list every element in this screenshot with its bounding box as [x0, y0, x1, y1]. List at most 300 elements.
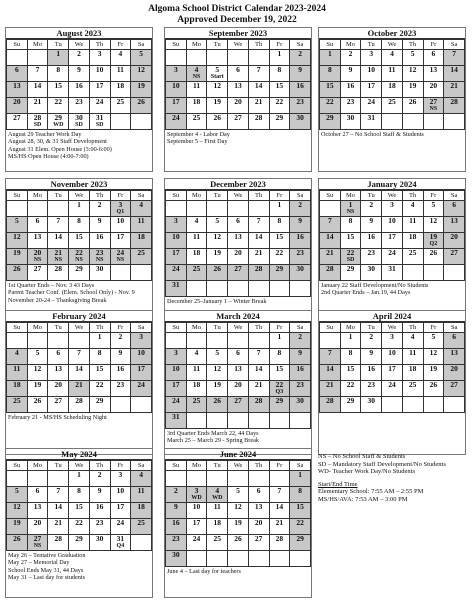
- day-number: 20: [234, 380, 242, 389]
- month-table: [6, 190, 152, 281]
- day-number: 14: [326, 232, 334, 241]
- day-cell: [340, 349, 361, 365]
- day-number: 30: [95, 264, 104, 273]
- day-cell: [186, 114, 207, 130]
- day-number: 22: [54, 97, 62, 106]
- day-cell: [402, 66, 423, 82]
- day-number: 28: [254, 113, 263, 122]
- day-number: 25: [192, 264, 201, 273]
- day-number: 3: [369, 49, 374, 58]
- day-cell: [228, 233, 249, 249]
- day-cell: [48, 381, 69, 397]
- day-cell: [269, 349, 290, 365]
- day-number: 17: [116, 232, 125, 241]
- note-line: September 4 - Labor Day: [167, 131, 230, 138]
- empty-cell: [320, 333, 341, 349]
- day-cell: [69, 114, 90, 130]
- day-cell: [423, 217, 444, 233]
- empty-cell: [290, 413, 311, 429]
- day-number: 3: [97, 49, 102, 58]
- month-title: May 2024: [6, 449, 152, 460]
- empty-cell: [382, 114, 403, 130]
- day-number: 23: [367, 248, 375, 257]
- day-cell: [402, 217, 423, 233]
- day-number: 10: [116, 216, 125, 225]
- day-cell: [69, 82, 90, 98]
- weekday-header: Su: [7, 323, 28, 333]
- weekday-header: Fr: [110, 191, 131, 201]
- day-cell: [290, 66, 311, 82]
- note-line: 1st Quarter Ends – Nov. 3 43 Days: [8, 282, 95, 289]
- empty-cell: [402, 114, 423, 130]
- day-number: 25: [137, 518, 145, 527]
- day-number: 2: [298, 200, 302, 209]
- day-number: 7: [277, 486, 282, 495]
- month-table: [6, 322, 152, 413]
- day-tag: NS: [75, 257, 83, 263]
- day-cell: [320, 98, 341, 114]
- weekday-header: Th: [248, 191, 269, 201]
- note-line: 3rd Quarter Ends March 22, 44 Days: [167, 430, 259, 437]
- day-number: 27: [254, 534, 263, 543]
- weekday-header: Th: [248, 323, 269, 333]
- day-cell: [110, 365, 131, 381]
- empty-cell: [248, 201, 269, 217]
- day-cell: [27, 98, 48, 114]
- month-notes: [319, 413, 465, 415]
- weekday-header: Sa: [131, 461, 152, 471]
- day-number: 18: [192, 380, 201, 389]
- day-cell: [382, 249, 403, 265]
- day-number: 15: [275, 232, 284, 241]
- day-number: 4: [215, 486, 220, 495]
- day-cell: [382, 265, 403, 281]
- day-number: 26: [13, 264, 21, 273]
- empty-cell: [7, 471, 28, 487]
- empty-cell: [290, 281, 311, 297]
- day-cell: [320, 114, 341, 130]
- day-number: 16: [296, 81, 304, 90]
- day-number: 27: [429, 97, 438, 106]
- note-line: May 26 – Tentative Graduation: [8, 552, 86, 559]
- month-table: [319, 322, 465, 413]
- day-cell: [27, 82, 48, 98]
- day-cell: [290, 217, 311, 233]
- month-title: October 2023: [319, 28, 465, 39]
- day-cell: [48, 82, 69, 98]
- month-block: [318, 310, 466, 455]
- day-number: 29: [75, 264, 83, 273]
- day-cell: [320, 397, 341, 413]
- day-cell: [131, 381, 152, 397]
- empty-cell: [27, 50, 48, 66]
- day-number: 6: [452, 200, 456, 209]
- weekday-header: Su: [320, 323, 341, 333]
- day-cell: [110, 233, 131, 249]
- day-cell: [89, 217, 110, 233]
- day-number: 9: [298, 216, 302, 225]
- day-number: 28: [275, 534, 284, 543]
- day-number: 23: [116, 380, 125, 389]
- day-number: 26: [213, 264, 221, 273]
- day-number: 29: [75, 534, 83, 543]
- day-cell: [248, 365, 269, 381]
- day-cell: [444, 349, 465, 365]
- day-cell: [248, 381, 269, 397]
- day-cell: [402, 333, 423, 349]
- day-cell: [166, 381, 187, 397]
- day-cell: [186, 503, 207, 519]
- day-number: 13: [234, 81, 242, 90]
- day-cell: [27, 487, 48, 503]
- day-number: 8: [77, 216, 81, 225]
- day-number: 7: [256, 216, 261, 225]
- day-cell: [131, 82, 152, 98]
- day-number: 1: [277, 49, 282, 58]
- weekday-header: Th: [89, 40, 110, 50]
- day-number: 6: [452, 332, 456, 341]
- day-number: 27: [450, 380, 458, 389]
- day-cell: [423, 333, 444, 349]
- day-cell: [402, 233, 423, 249]
- weekday-header: Su: [7, 461, 28, 471]
- day-cell: [27, 349, 48, 365]
- day-cell: [340, 82, 361, 98]
- day-cell: [89, 487, 110, 503]
- day-cell: [290, 233, 311, 249]
- day-tag: NS: [429, 106, 438, 112]
- day-cell: [402, 98, 423, 114]
- weekday-header: Fr: [269, 323, 290, 333]
- day-number: 30: [346, 113, 355, 122]
- day-number: 24: [95, 97, 104, 106]
- day-number: 11: [193, 81, 201, 90]
- day-cell: [248, 217, 269, 233]
- day-cell: [69, 397, 90, 413]
- note-line: November 20-24 – Thanksgiving Break: [8, 296, 107, 304]
- day-cell: [382, 98, 403, 114]
- weekday-header: Su: [320, 191, 341, 201]
- day-tag: Q4: [116, 543, 125, 549]
- day-cell: [48, 365, 69, 381]
- day-cell: [166, 365, 187, 381]
- weekday-header: Tu: [207, 40, 228, 50]
- day-number: 13: [33, 232, 42, 241]
- day-cell: [320, 233, 341, 249]
- day-cell: [27, 233, 48, 249]
- day-number: 17: [116, 502, 125, 511]
- empty-cell: [186, 50, 207, 66]
- day-cell: [361, 66, 382, 82]
- day-number: 5: [431, 332, 436, 341]
- day-number: 14: [33, 81, 42, 90]
- month-table: [319, 39, 465, 130]
- weekday-header: Mo: [340, 323, 361, 333]
- month-notes: [319, 281, 465, 298]
- day-number: 23: [296, 380, 304, 389]
- day-cell: [361, 381, 382, 397]
- day-cell: [228, 66, 249, 82]
- day-tag: WD: [53, 122, 64, 128]
- day-cell: [69, 535, 90, 551]
- day-number: 20: [234, 248, 242, 257]
- day-cell: [320, 365, 341, 381]
- weekday-header: Mo: [186, 461, 207, 471]
- day-number: 30: [296, 264, 304, 273]
- day-tag: NS: [54, 257, 63, 263]
- day-cell: [361, 82, 382, 98]
- day-number: 17: [388, 364, 396, 373]
- day-number: 20: [429, 81, 438, 90]
- day-cell: [361, 333, 382, 349]
- day-number: 13: [450, 348, 458, 357]
- day-number: 20: [450, 232, 458, 241]
- legend-time-heading: Start/End Time: [318, 480, 358, 488]
- day-number: 16: [296, 232, 304, 241]
- day-number: 21: [450, 81, 458, 90]
- weekday-header: Su: [320, 40, 341, 50]
- day-cell: [423, 98, 444, 114]
- day-cell: [290, 519, 311, 535]
- empty-cell: [166, 201, 187, 217]
- day-number: 16: [367, 232, 375, 241]
- day-cell: [166, 551, 187, 567]
- day-cell: [131, 349, 152, 365]
- weekday-header: We: [69, 40, 90, 50]
- day-number: 23: [172, 534, 180, 543]
- day-number: 5: [215, 216, 220, 225]
- weekday-header: Sa: [290, 461, 311, 471]
- day-number: 3: [173, 348, 178, 357]
- empty-cell: [7, 50, 28, 66]
- day-cell: [110, 471, 131, 487]
- day-cell: [89, 249, 110, 265]
- day-cell: [69, 487, 90, 503]
- day-cell: [361, 201, 382, 217]
- day-cell: [131, 217, 152, 233]
- month-table: [6, 460, 152, 551]
- day-cell: [423, 201, 444, 217]
- day-cell: [186, 349, 207, 365]
- day-number: 8: [277, 65, 282, 74]
- day-cell: [423, 249, 444, 265]
- empty-cell: [48, 201, 69, 217]
- day-number: 24: [116, 518, 125, 527]
- day-number: 6: [35, 486, 40, 495]
- day-cell: [110, 503, 131, 519]
- day-cell: [320, 50, 341, 66]
- month-table: [6, 39, 152, 130]
- day-cell: [48, 503, 69, 519]
- day-cell: [7, 66, 28, 82]
- day-cell: [27, 503, 48, 519]
- day-number: 13: [33, 502, 42, 511]
- day-cell: [166, 349, 187, 365]
- day-cell: [290, 365, 311, 381]
- month-title: January 2024: [319, 179, 465, 190]
- day-cell: [269, 98, 290, 114]
- day-number: 28: [326, 396, 334, 405]
- weekday-header: Sa: [444, 323, 465, 333]
- month-block: [164, 310, 312, 455]
- empty-cell: [110, 397, 131, 413]
- day-cell: [89, 114, 110, 130]
- day-cell: [290, 471, 311, 487]
- day-cell: [166, 265, 187, 281]
- day-cell: [69, 217, 90, 233]
- day-cell: [186, 249, 207, 265]
- day-cell: [382, 333, 403, 349]
- weekday-header: Mo: [27, 40, 48, 50]
- day-cell: [290, 98, 311, 114]
- day-tag: NS: [346, 209, 355, 215]
- day-number: 16: [172, 518, 180, 527]
- note-line: 2nd Quarter Ends – Jan.19, 44 Days: [321, 289, 411, 297]
- day-cell: [320, 82, 341, 98]
- day-cell: [48, 397, 69, 413]
- month-block: [5, 178, 153, 323]
- day-number: 15: [346, 232, 355, 241]
- weekday-header: Sa: [290, 40, 311, 50]
- day-number: 12: [234, 502, 242, 511]
- month-block: [164, 448, 312, 598]
- weekday-header: Tu: [361, 323, 382, 333]
- day-cell: [7, 249, 28, 265]
- day-number: 6: [35, 216, 40, 225]
- day-number: 30: [95, 534, 104, 543]
- day-cell: [69, 66, 90, 82]
- weekday-header: We: [228, 191, 249, 201]
- day-cell: [444, 233, 465, 249]
- day-cell: [248, 535, 269, 551]
- day-cell: [382, 349, 403, 365]
- day-number: 27: [234, 264, 242, 273]
- day-cell: [7, 217, 28, 233]
- day-number: 1: [277, 332, 282, 341]
- day-number: 8: [277, 216, 282, 225]
- day-cell: [248, 519, 269, 535]
- day-cell: [207, 503, 228, 519]
- day-cell: [361, 349, 382, 365]
- day-number: 31: [172, 412, 180, 421]
- day-number: 27: [450, 248, 458, 257]
- weekday-header: Sa: [290, 191, 311, 201]
- empty-cell: [248, 551, 269, 567]
- day-cell: [166, 114, 187, 130]
- empty-cell: [110, 265, 131, 281]
- day-number: 29: [54, 113, 62, 122]
- day-number: 13: [234, 364, 242, 373]
- day-cell: [27, 114, 48, 130]
- day-number: 25: [137, 248, 145, 257]
- day-number: 15: [75, 232, 83, 241]
- day-cell: [48, 249, 69, 265]
- weekday-header: Sa: [131, 323, 152, 333]
- day-number: 14: [326, 364, 334, 373]
- weekday-header: Sa: [290, 323, 311, 333]
- day-number: 18: [213, 518, 221, 527]
- day-cell: [166, 397, 187, 413]
- day-number: 7: [56, 216, 61, 225]
- day-number: 23: [95, 248, 104, 257]
- day-number: 14: [275, 502, 284, 511]
- day-cell: [444, 217, 465, 233]
- note-line: School Ends May 31, 44 Days: [8, 566, 84, 574]
- day-number: 4: [194, 348, 199, 357]
- empty-cell: [207, 413, 228, 429]
- day-tag: NS: [192, 74, 201, 80]
- day-number: 26: [234, 534, 242, 543]
- day-number: 7: [35, 65, 40, 74]
- day-cell: [248, 265, 269, 281]
- day-number: 9: [118, 348, 123, 357]
- day-number: 23: [367, 380, 375, 389]
- day-cell: [7, 82, 28, 98]
- day-cell: [269, 201, 290, 217]
- note-line: MS/HS Open House (4:00-7:00): [8, 152, 89, 160]
- day-cell: [207, 349, 228, 365]
- day-number: 28: [254, 396, 263, 405]
- day-number: 29: [275, 113, 284, 122]
- day-number: 14: [254, 232, 263, 241]
- month-notes: [6, 130, 152, 161]
- day-number: 23: [346, 97, 355, 106]
- day-cell: [186, 365, 207, 381]
- day-cell: [444, 365, 465, 381]
- day-number: 9: [97, 216, 102, 225]
- day-number: 15: [95, 364, 104, 373]
- day-number: 11: [388, 65, 396, 74]
- day-number: 5: [410, 49, 415, 58]
- day-cell: [110, 487, 131, 503]
- legend-item: SD – Mandatory Staff Development/No Students: [318, 460, 446, 468]
- day-number: 30: [296, 396, 304, 405]
- day-number: 20: [13, 97, 21, 106]
- day-number: 12: [33, 364, 42, 373]
- day-cell: [248, 487, 269, 503]
- day-cell: [7, 98, 28, 114]
- day-number: 25: [192, 113, 201, 122]
- day-number: 21: [254, 380, 263, 389]
- day-cell: [89, 381, 110, 397]
- empty-cell: [207, 333, 228, 349]
- day-cell: [166, 98, 187, 114]
- day-number: 10: [116, 486, 125, 495]
- legend-item: NS – No School Staff & Students: [318, 453, 406, 460]
- day-cell: [228, 519, 249, 535]
- day-cell: [444, 50, 465, 66]
- day-cell: [340, 66, 361, 82]
- day-number: 16: [296, 364, 304, 373]
- empty-cell: [27, 333, 48, 349]
- weekday-header: Fr: [423, 191, 444, 201]
- month-block: [5, 310, 153, 455]
- weekday-header: Th: [89, 323, 110, 333]
- day-cell: [290, 82, 311, 98]
- day-number: 12: [429, 348, 438, 357]
- day-number: 25: [116, 97, 125, 106]
- day-number: 6: [236, 216, 240, 225]
- day-number: 23: [296, 248, 304, 257]
- empty-cell: [131, 397, 152, 413]
- day-cell: [7, 487, 28, 503]
- day-number: 10: [367, 65, 375, 74]
- day-cell: [7, 349, 28, 365]
- note-line: March 25 – March 29 - Spring Break: [167, 437, 259, 445]
- note-line: Parent Teacher Conf. (Elem. School Only) - Nov. 9: [8, 289, 135, 297]
- day-cell: [48, 265, 69, 281]
- day-cell: [186, 265, 207, 281]
